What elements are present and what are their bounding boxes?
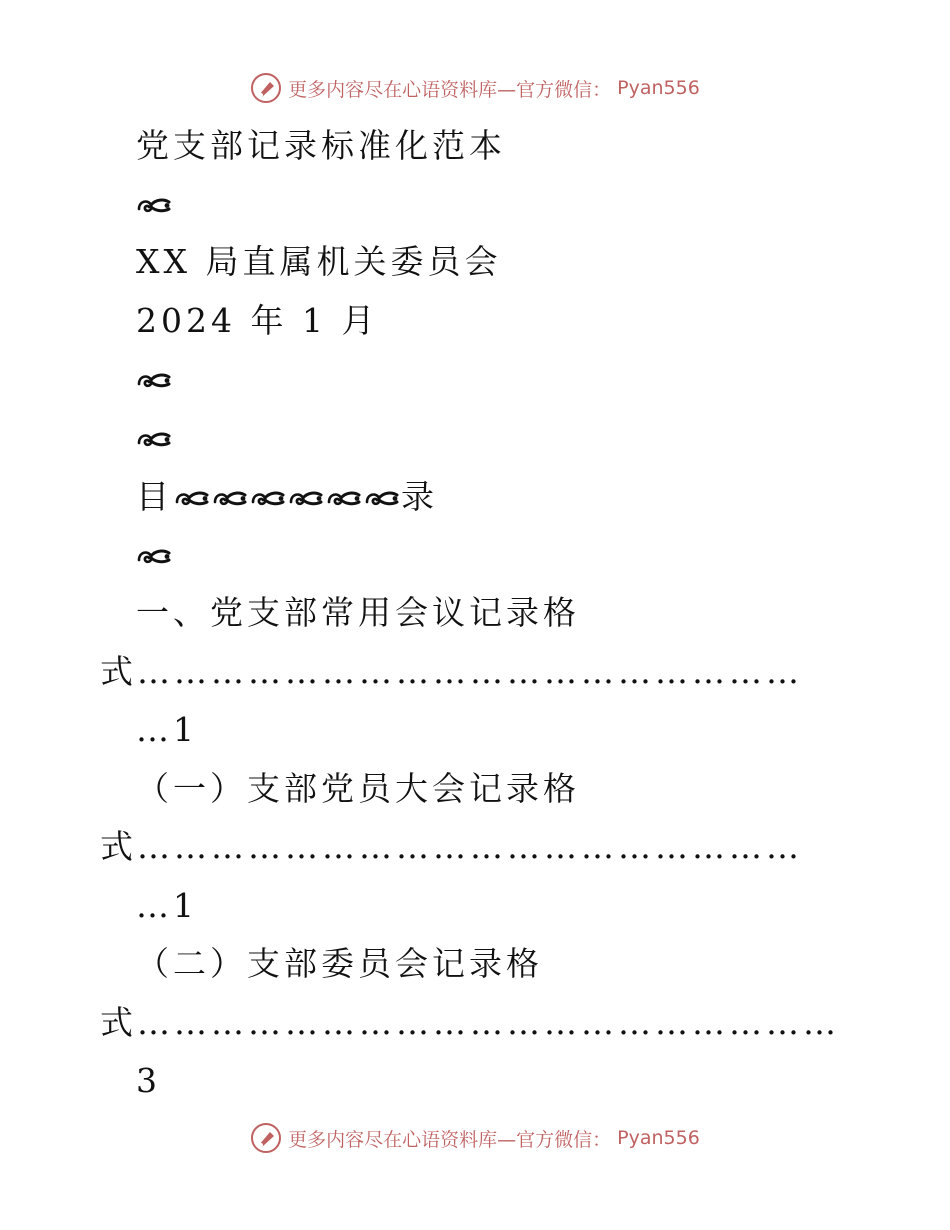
fleuron-ornament-icon: [250, 488, 286, 510]
document-title: 党支部记录标准化范本: [136, 126, 506, 165]
watermark-bottom: [0, 1122, 950, 1154]
toc-entry-page: …1: [136, 710, 198, 749]
toc-heading-start: 目: [136, 477, 173, 516]
watermark-top: [0, 72, 950, 104]
watermark-handle: Pyan556: [617, 77, 700, 99]
fleuron-ornament-icon: [326, 488, 362, 510]
toc-entry-title: （二）支部委员会记录格: [136, 944, 543, 983]
watermark-handle: Pyan556: [617, 1127, 700, 1149]
toc-entry-leader: 式…………………………………………………: [100, 1003, 840, 1042]
toc-entry-page: …1: [136, 886, 198, 925]
toc-entry-page: 3: [136, 1061, 161, 1100]
fleuron-ornament-icon: [364, 488, 400, 510]
document-org: XX 局直属机关委员会: [136, 242, 502, 281]
toc-heading: [136, 477, 438, 517]
watermark-text: 更多内容尽在心语资料库—官方微信：: [288, 1128, 612, 1151]
toc-entry-leader: 式………………………………………………: [100, 827, 803, 866]
toc-entry-leader: 式………………………………………………: [100, 652, 803, 691]
fleuron-ornament-icon: [136, 428, 172, 452]
fleuron-ornament-icon: [212, 488, 248, 510]
toc-entry-title: 一、党支部常用会议记录格: [136, 593, 580, 632]
fleuron-ornament-icon: [174, 488, 210, 510]
pen-nib-logo-icon: [250, 1122, 282, 1154]
watermark-text: 更多内容尽在心语资料库—官方微信：: [288, 78, 612, 101]
toc-entry-title: （一）支部党员大会记录格: [136, 769, 580, 808]
toc-heading-end: 录: [401, 477, 438, 516]
fleuron-ornament-icon: [136, 369, 172, 393]
fleuron-ornament-icon: [136, 194, 172, 218]
fleuron-ornament-icon: [288, 488, 324, 510]
pen-nib-logo-icon: [250, 72, 282, 104]
fleuron-ornament-icon: [136, 545, 172, 569]
document-date: 2024 年 1 月: [136, 301, 379, 340]
